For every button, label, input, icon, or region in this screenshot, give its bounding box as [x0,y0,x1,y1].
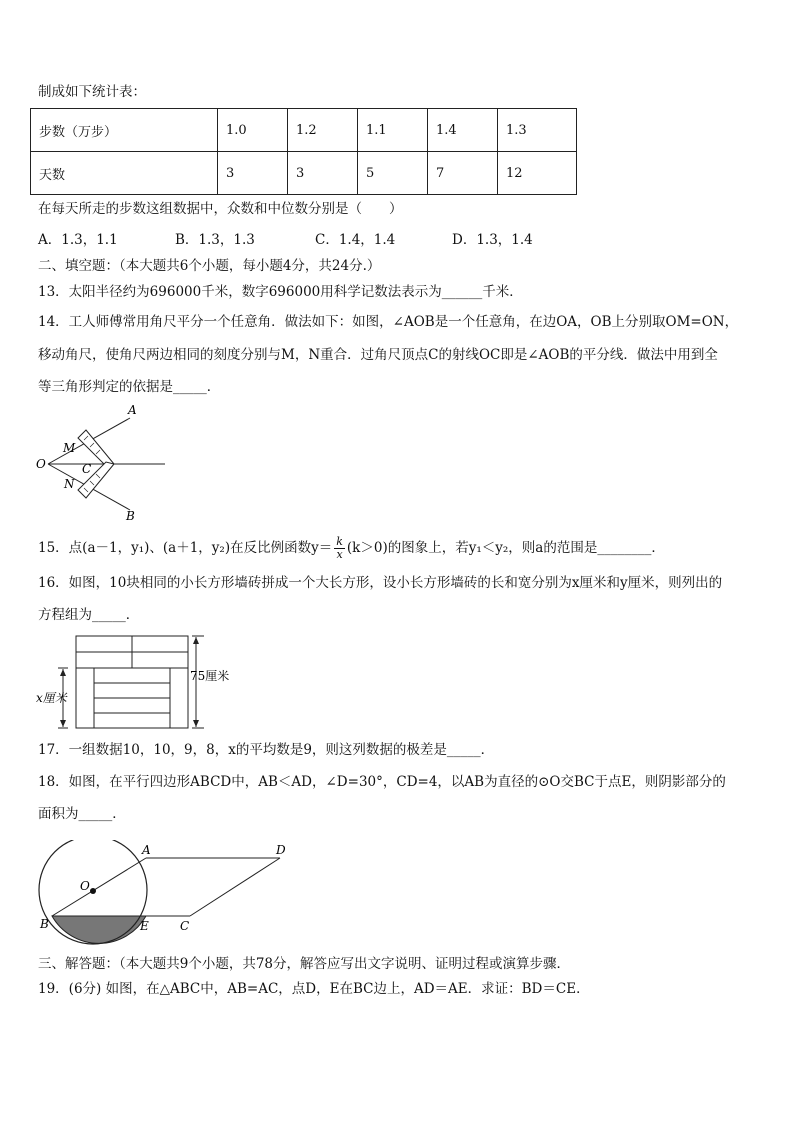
table-cell: 1.3 [498,109,577,152]
q14-label-a: A [128,403,137,417]
table-intro: 制成如下统计表： [38,84,146,100]
table-header: 天数 [31,152,218,195]
q14-line1: 14．工人师傅常用角尺平分一个任意角．做法如下：如图，∠AOB是一个任意角，在边OA，OB上分别取OM=ON， [38,314,739,330]
section-fill-blank-heading: 二、填空题：（本大题共6个小题，每小题4分，共24分.） [38,258,381,274]
q16-line2: 方程组为_____． [38,607,140,623]
q15-pre: 15．点(a－1，y₁)、(a＋1，y₂)在反比例函数y＝ [38,540,333,556]
q18-label-d: D [276,843,286,857]
q14-label-m: M [63,441,76,455]
section-answer-heading: 三、解答题：（本大题共9个小题，共78分，解答应写出文字说明、证明过程或演算步骤． [38,956,571,972]
q14-line3: 等三角形判定的依据是_____． [38,379,221,395]
q12-option-c: C．1.4，1.4 [315,232,396,248]
table-row [31,109,577,152]
q12-option-d: D．1.3，1.4 [452,232,533,248]
q18-line1: 18．如图，在平行四边形ABCD中，AB＜AD，∠D=30°，CD=4，以AB为直径的⊙O交BC于点E，则阴影部分的 [38,774,726,790]
table-cell: 3 [288,152,358,195]
table-cell: 7 [428,152,498,195]
q15-post: (k＞0)的图象上，若y₁＜y₂，则a的范围是________． [346,540,665,556]
q19: 19．(6分) 如图，在△ABC中，AB=AC，点D，E在BC边上，AD＝AE．求证：BD＝CE． [38,981,590,997]
table-cell: 3 [218,152,288,195]
q16-label-75cm: 75厘米 [190,669,230,683]
table-row [31,152,577,195]
q12-option-a: A．1.3，1.1 [38,232,118,248]
q15-fraction [334,536,345,561]
q15-frac-den: x [336,548,343,561]
table-cell: 1.2 [288,109,358,152]
q16-line1: 16．如图，10块相同的小长方形墙砖拼成一个大长方形，设小长方形墙砖的长和宽分别为x厘米和y厘米，则列出的 [38,575,723,591]
q14-label-c: C [82,462,92,476]
q18-circle-figure [32,840,302,950]
q17: 17．一组数据10，10，9，8，x的平均数是9，则这列数据的极差是_____． [38,742,495,758]
table-cell: 1.0 [218,109,288,152]
stats-table [30,108,577,195]
q14-label-o: O [36,457,46,471]
q18-label-a: A [142,843,151,857]
table-cell: 5 [358,152,428,195]
table-cell: 12 [498,152,577,195]
q18-label-e: E [140,919,149,933]
q18-label-b: B [40,917,49,931]
q13: 13．太阳半径约为696000千米，数字696000用科学记数法表示为______千米． [38,284,523,300]
table-cell: 1.1 [358,109,428,152]
table-header: 步数（万步） [31,109,218,152]
q15 [38,536,665,561]
q16-brick-figure [32,628,242,738]
q14-label-n: N [64,477,75,491]
q18-label-o: O [80,879,90,893]
q15-frac-num: k [336,535,343,548]
table-cell: 1.4 [428,109,498,152]
q14-label-b: B [126,509,135,523]
q12-option-b: B．1.3，1.3 [175,232,255,248]
q18-line2: 面积为_____． [38,806,126,822]
q18-label-c: C [180,919,190,933]
q12-stem: 在每天所走的步数这组数据中，众数和中位数分别是（ ） [38,201,403,217]
q14-angle-figure [30,400,180,525]
q16-label-xcm: x厘米 [36,691,67,705]
q14-line2: 移动角尺，使角尺两边相同的刻度分别与M，N重合．过角尺顶点C的射线OC即是∠AOB的平分线．做法中用到全 [38,347,718,363]
